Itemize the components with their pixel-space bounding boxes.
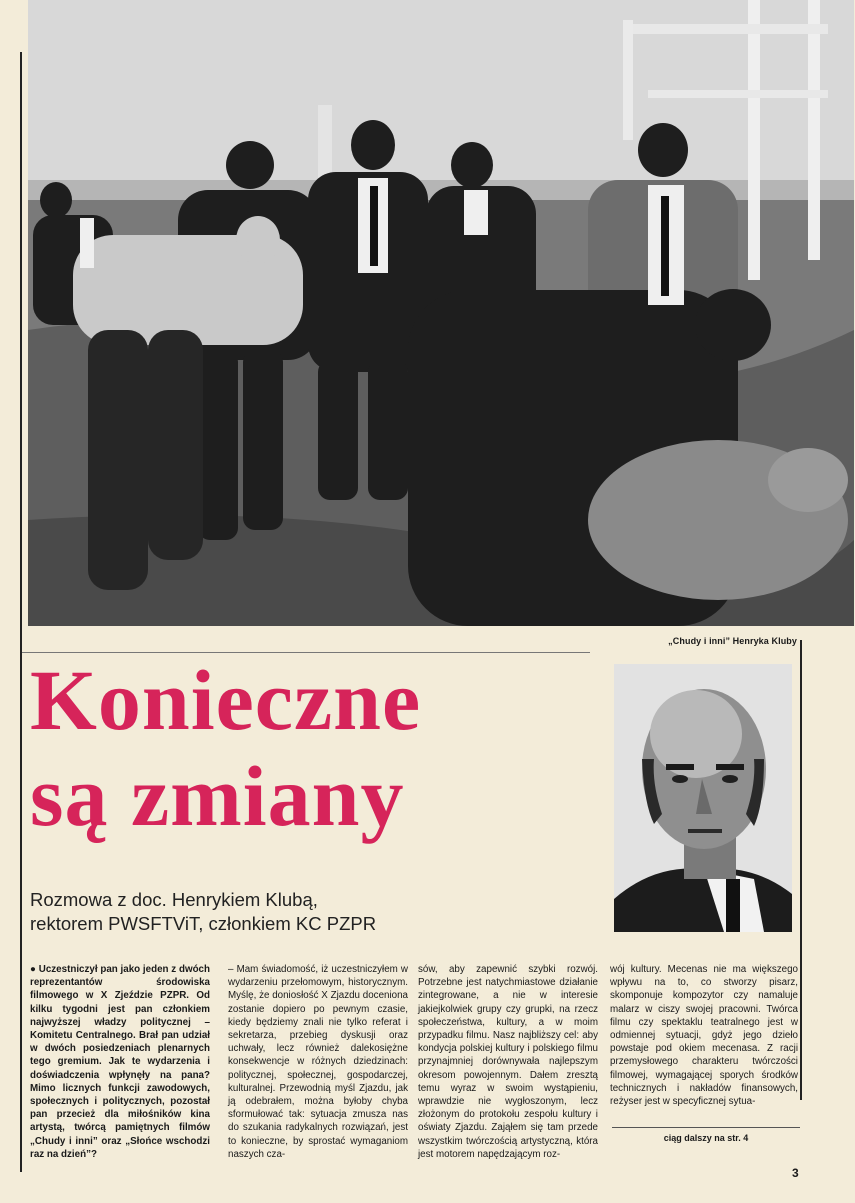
answer-paragraph-3: wój kultury. Mecenas nie ma większego wpływu na to, co stworzy pisarz, skomponuje kompozytor czy namaluje malarz w ciszy swojej pracowni. Twórca filmu czy spektaklu teatralnego jest w odmiennej sytuacji, gdyż jego dzieło powstaje pod okiem mecenasa. Z racji przemysłowego charakteru twórczości filmowej, wymagającej sporych środków technicznych i nakładów finansowych, reżyser jest w specyficznej sytua- xyxy=(610,964,798,1108)
subtitle-line-2: rektorem PWSFTViT, członkiem KC PZPR xyxy=(30,913,377,934)
title-line-1: Konieczne xyxy=(30,652,422,748)
portrait-illustration xyxy=(614,664,792,932)
article-title xyxy=(30,652,590,844)
article-subtitle xyxy=(30,888,590,936)
continued-note: ciąg dalszy na str. 4 xyxy=(663,1133,749,1143)
film-still-illustration xyxy=(28,0,854,626)
article-column-3 xyxy=(418,963,598,1161)
article-column-1 xyxy=(30,963,210,1161)
interview-question: ● Uczestniczył pan jako jeden z dwóch reprezentantów środowiska filmowego w X Zjeździe PZPR. Od kilku tygodni jest pan członkiem najwyższej władzy politycznej – Komitetu Centralnego. Brał pan udział w dwóch posiedzeniach plenarnych tego gremium. Jak te wydarzenia i doświadczenia wpłynęły na pana? Mimo licznych funkcji zawodowych, społecznych i politycznych, pozostał pan przecież dla miłośników kina artystą, twórcą pamiętnych filmów „Chudy i inni” oraz „Słońce wschodzi raz na dzień”? xyxy=(30,964,210,1160)
continued-rule xyxy=(612,1127,800,1128)
article-column-2 xyxy=(228,963,408,1161)
left-column-rule xyxy=(20,52,22,1172)
title-line-2: są zmiany xyxy=(30,748,405,844)
article-column-4 xyxy=(610,963,798,1108)
page-number: 3 xyxy=(792,1166,799,1180)
film-still-photo xyxy=(28,0,854,626)
portrait-photo xyxy=(614,664,792,932)
answer-paragraph-1: – Mam świadomość, iż uczestniczyłem w wydarzeniu przełomowym, historycznym. Myślę, że doniosłość X Zjazdu doceniona zostanie dopiero po pewnym czasie, kiedy będziemy znali nie tylko referat i sekretarza, przebieg dyskusji oraz uchwały, lecz również dalekosiężne konsekwencje w różnych dziedzinach: politycznej, społecznej, gospodarczej, kulturalnej. Przewodnią myśl Zjazdu, jak ją odebrałem, można byłoby chyba sformułować tak: sytuacja zmusza nas do szukania radykalnych rozwiązań, jest to konieczne, by sprostać wymaganiom naszych cza- xyxy=(228,964,408,1160)
photo-caption: „Chudy i inni” Henryka Kluby xyxy=(668,636,797,646)
subtitle-line-1: Rozmowa z doc. Henrykiem Klubą, xyxy=(30,889,318,910)
answer-paragraph-2: sów, aby zapewnić szybki rozwój. Potrzebne jest natychmiastowe działanie zintegrowane, a nie w interesie jakiejkolwiek grupy czy grupki, na rzecz społeczeństwa, kultury, a w moim przypadku filmu. Nasz najbliższy cel: aby kondycja polskiej kultury i polskiego filmu przynajmniej dorównywała najlepszym okresom powojennym. Dałem zresztą temu wyraz w swoim wystąpieniu, wprawdzie nie wygłoszonym, lecz złożonym do protokołu zespołu kultury i oświaty Zjazdu. Zająłem się tam przede wszystkim twórczością artystyczną, która jest motorem napędzającym roz- xyxy=(418,964,598,1160)
right-column-rule xyxy=(800,640,802,1100)
